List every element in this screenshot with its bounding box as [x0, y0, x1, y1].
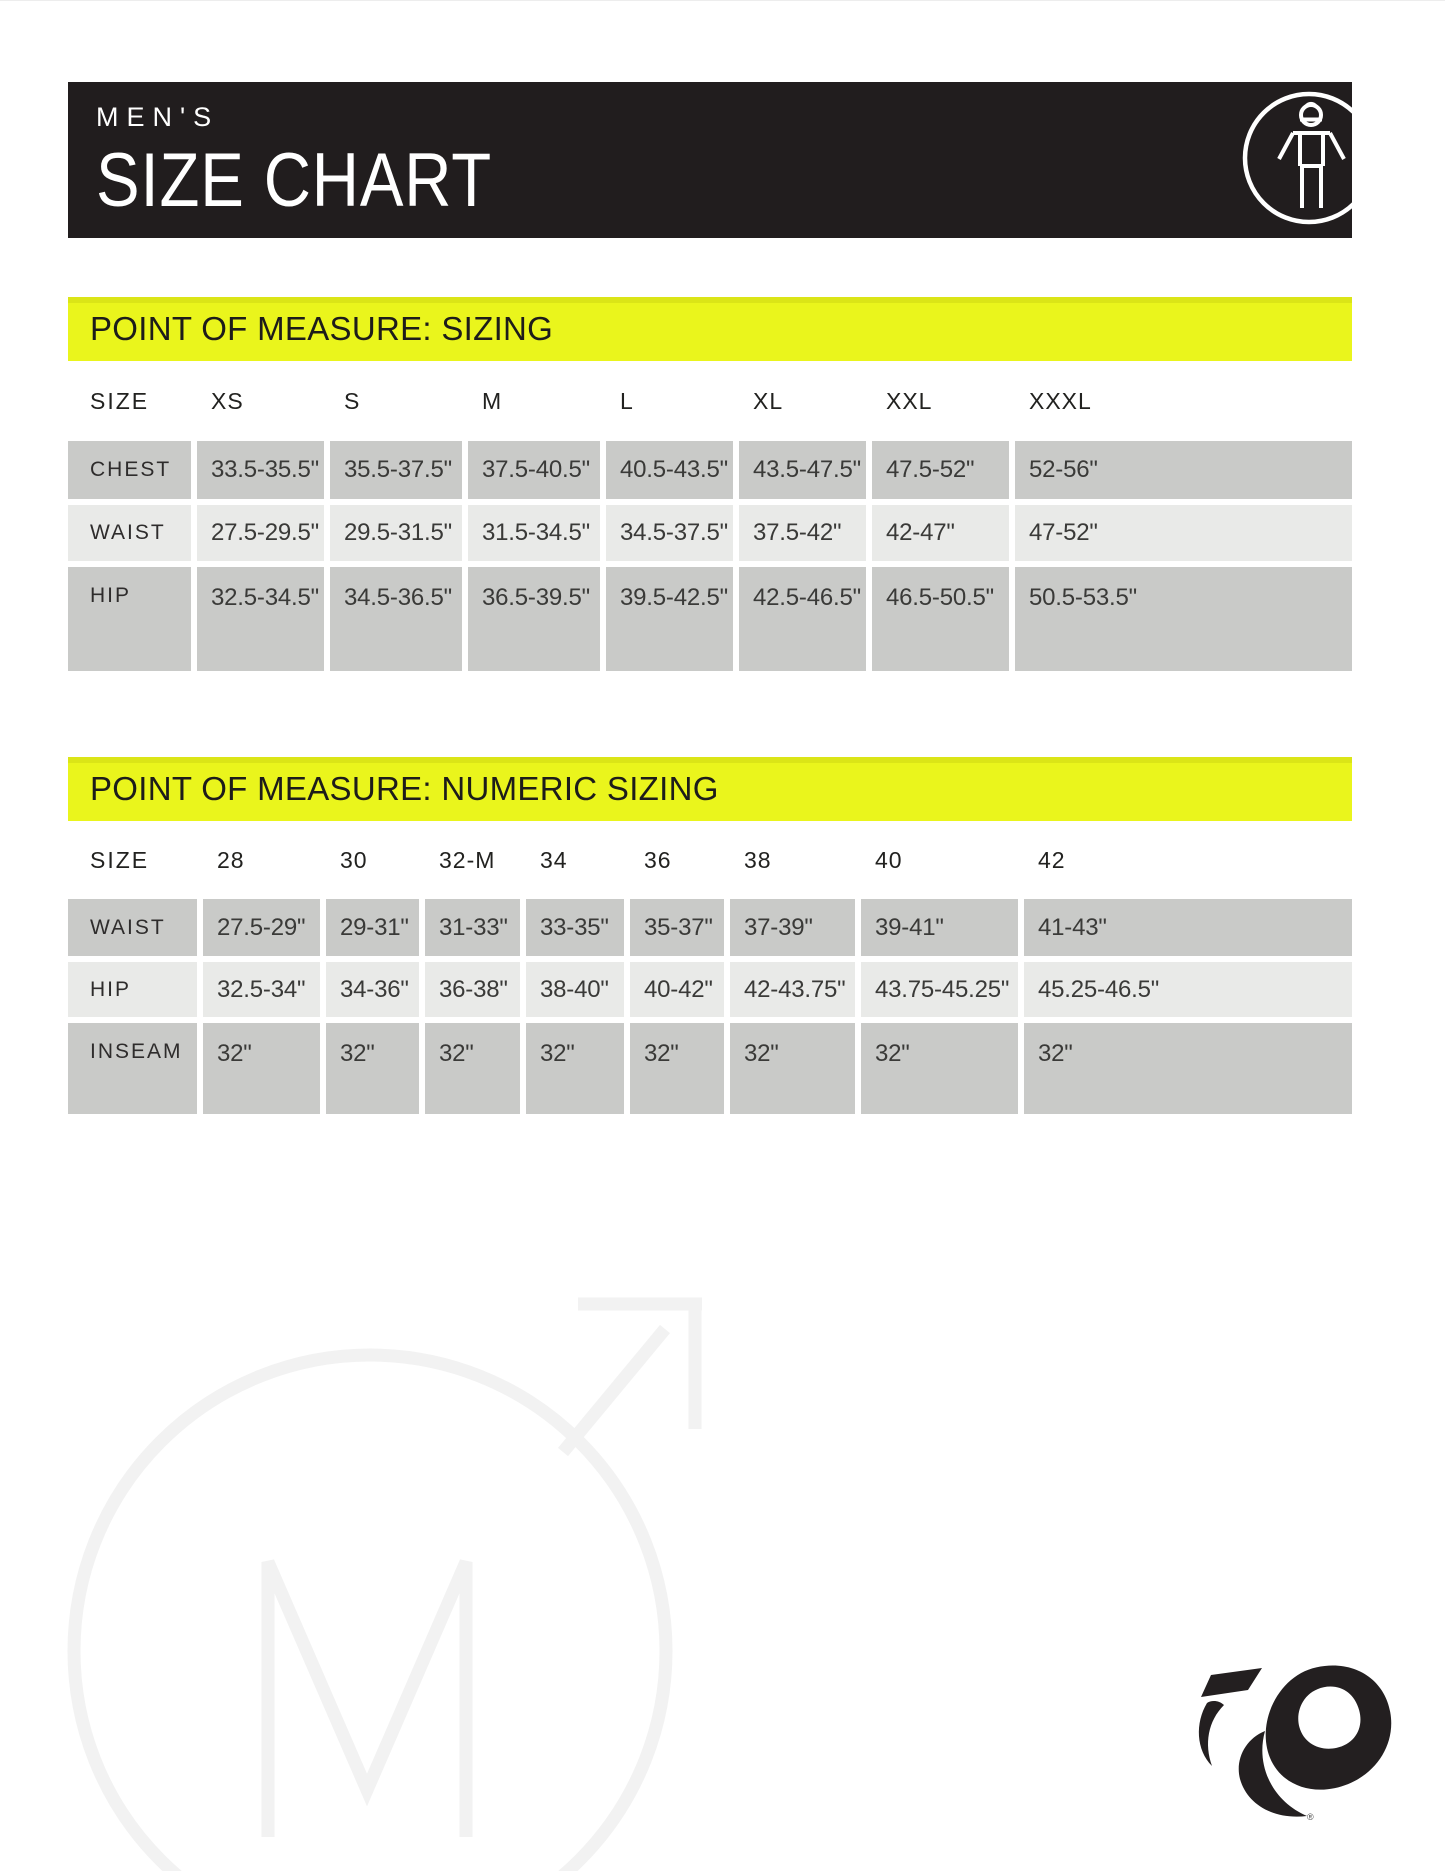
size-cell: 36-38" — [425, 962, 520, 1017]
size-cell: 45.25-46.5" — [1024, 962, 1352, 1017]
column-header: S — [344, 387, 361, 414]
column-header: 40 — [875, 846, 903, 873]
size-cell: 32" — [630, 1023, 724, 1114]
column-header: 34 — [540, 846, 568, 873]
size-cell: 32" — [526, 1023, 624, 1114]
size-cell: 34-36" — [326, 962, 419, 1017]
size-cell: 42-43.75" — [730, 962, 855, 1017]
size-cell: 41-43" — [1024, 899, 1352, 956]
size-cell: 52-56" — [1015, 441, 1352, 499]
column-header: M — [482, 387, 503, 414]
column-header: 38 — [744, 846, 772, 873]
column-header: 36 — [644, 846, 672, 873]
size-cell: 32" — [326, 1023, 419, 1114]
registered-trademark: ® — [1307, 1812, 1314, 1822]
watermark-arrow-shaft — [563, 1329, 665, 1452]
watermark-circle — [74, 1355, 666, 1871]
person-icon — [68, 82, 1352, 238]
column-header: XXL — [886, 387, 933, 414]
size-cell: 33-35" — [526, 899, 624, 956]
size-cell: 29-31" — [326, 899, 419, 956]
column-header: 32-M — [439, 846, 496, 873]
size-cell: 35-37" — [630, 899, 724, 956]
size-cell: 33.5-35.5" — [197, 441, 324, 499]
size-cell: 31-33" — [425, 899, 520, 956]
size-cell: 38-40" — [526, 962, 624, 1017]
size-cell: 34.5-37.5" — [606, 505, 733, 561]
numeric-table-body — [68, 899, 1352, 1114]
helmet-icon — [1301, 105, 1321, 125]
row-label: HIP — [68, 962, 197, 1017]
size-cell: 32" — [861, 1023, 1018, 1114]
logo-i-swoosh — [1199, 1701, 1224, 1766]
size-cell: 32" — [730, 1023, 855, 1114]
header-bar — [68, 82, 1352, 238]
male-symbol-watermark — [0, 1251, 760, 1871]
size-cell: 46.5-50.5" — [872, 567, 1009, 671]
size-cell: 40-42" — [630, 962, 724, 1017]
size-cell: 37-39" — [730, 899, 855, 956]
column-header: 30 — [340, 846, 368, 873]
row-label: WAIST — [68, 899, 197, 956]
section-title-sizing: POINT OF MEASURE: SIZING — [90, 310, 554, 347]
logo-i-dot — [1201, 1668, 1262, 1697]
row-label: CHEST — [68, 441, 191, 499]
header-eyebrow: MEN'S — [96, 102, 220, 132]
sizing-table-header — [68, 361, 1352, 441]
row-label: INSEAM — [68, 1023, 197, 1114]
sizing-table-body — [68, 441, 1352, 671]
column-header: XL — [753, 387, 784, 414]
size-cell: 43.75-45.25" — [861, 962, 1018, 1017]
column-header: 42 — [1038, 846, 1066, 873]
column-header: L — [620, 387, 634, 414]
size-cell: 39.5-42.5" — [606, 567, 733, 671]
size-cell: 42.5-46.5" — [739, 567, 866, 671]
size-cell: 32.5-34.5" — [197, 567, 324, 671]
numeric-table-header — [68, 821, 1352, 899]
size-cell: 32" — [203, 1023, 320, 1114]
column-header-size: SIZE — [90, 387, 150, 414]
column-header: XXXL — [1029, 387, 1092, 414]
size-cell: 42-47" — [872, 505, 1009, 561]
size-cell: 50.5-53.5" — [1015, 567, 1352, 671]
section-bar-sizing — [68, 297, 1352, 361]
size-cell: 35.5-37.5" — [330, 441, 462, 499]
logo-p-bowl — [1253, 1654, 1404, 1800]
page-title: SIZE CHART — [96, 138, 492, 223]
size-cell: 37.5-40.5" — [468, 441, 600, 499]
column-header: XS — [211, 387, 244, 414]
size-cell: 47-52" — [1015, 505, 1352, 561]
column-header: 28 — [217, 846, 245, 873]
size-cell: 32" — [425, 1023, 520, 1114]
size-cell: 29.5-31.5" — [330, 505, 462, 561]
size-cell: 31.5-34.5" — [468, 505, 600, 561]
watermark-letter-m — [268, 1562, 466, 1837]
size-cell: 47.5-52" — [872, 441, 1009, 499]
size-cell: 27.5-29" — [203, 899, 320, 956]
size-cell: 32.5-34" — [203, 962, 320, 1017]
size-cell: 34.5-36.5" — [330, 567, 462, 671]
size-cell: 36.5-39.5" — [468, 567, 600, 671]
section-bar-numeric-sizing — [68, 757, 1352, 821]
size-cell: 32" — [1024, 1023, 1352, 1114]
section-title-numeric-sizing: POINT OF MEASURE: NUMERIC SIZING — [90, 770, 719, 807]
size-cell: 27.5-29.5" — [197, 505, 324, 561]
row-label: WAIST — [68, 505, 191, 561]
size-cell: 40.5-43.5" — [606, 441, 733, 499]
pearl-izumi-logo — [1195, 1665, 1395, 1820]
column-header-size: SIZE — [90, 846, 150, 873]
size-cell: 37.5-42" — [739, 505, 866, 561]
size-cell: 43.5-47.5" — [739, 441, 866, 499]
row-label: HIP — [68, 567, 191, 671]
size-cell: 39-41" — [861, 899, 1018, 956]
